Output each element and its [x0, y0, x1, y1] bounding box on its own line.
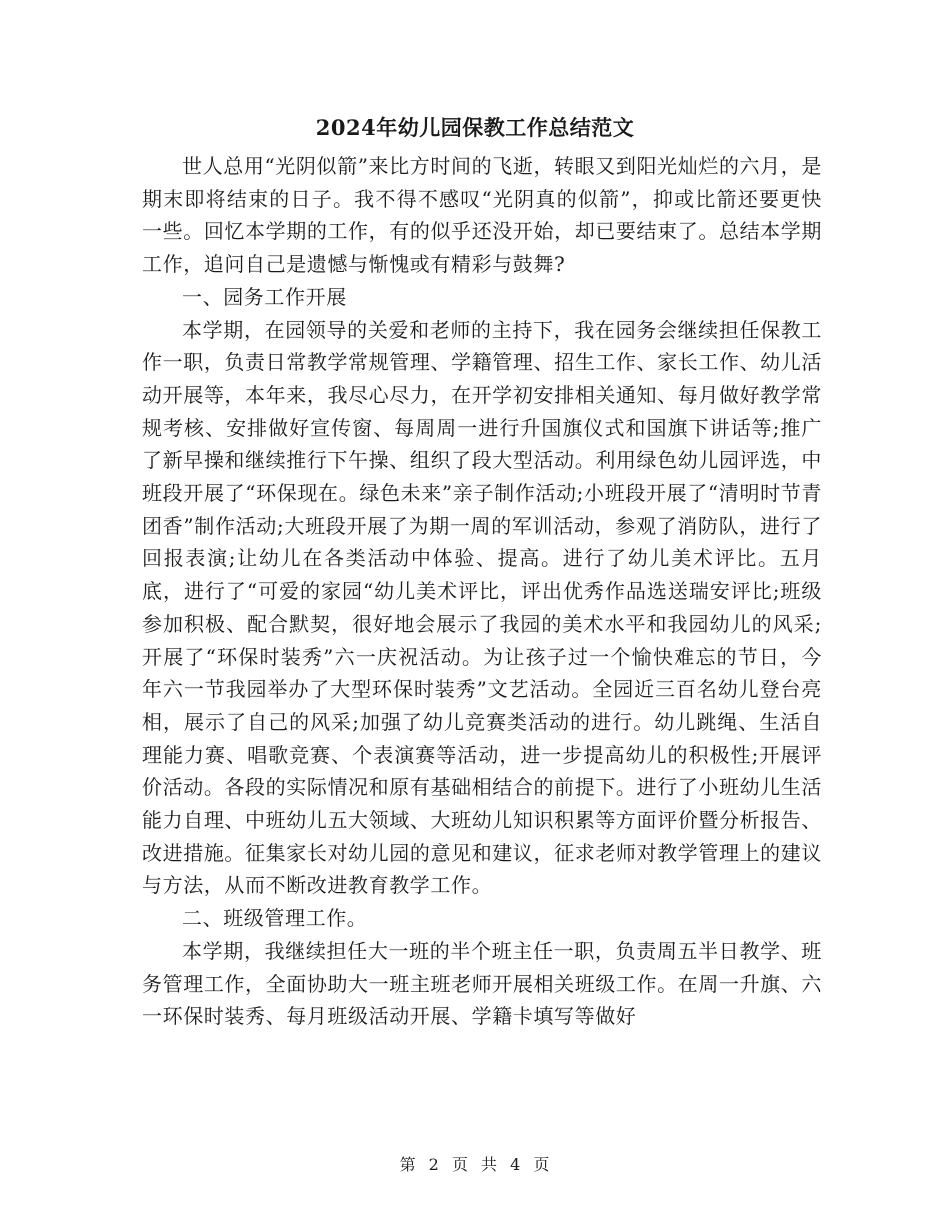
document-title: 2024年幼儿园保教工作总结范文 [315, 115, 635, 140]
paragraph-intro: 世人总用“光阴似箭”来比方时间的飞逝，转眼又到阳光灿烂的六月，是期末即将结束的日子。我不得不感叹“光阴真的似箭”，抑或比箭还要更快一些。回忆本学期的工作，有的似乎还没开始，却已要结束了。总结本学期工作，追问自己是遗憾与惭愧或有精彩与鼓舞? [142, 154, 822, 277]
document-body [142, 150, 822, 1033]
paragraph-class-management: 本学期，我继续担任大一班的半个班主任一职，负责周五半日教学、班务管理工作，全面协助大一班主班老师开展相关班级工作。在周一升旗、六一环保时装秀、每月班级活动开展、学籍卡填写等做好 [142, 938, 822, 1029]
page-number-footer: 第 2 页 共 4 页 [399, 1155, 551, 1174]
section-heading-class-management: 二、班级管理工作。 [182, 906, 368, 931]
section-heading-garden-affairs: 一、园务工作开展 [182, 284, 347, 309]
paragraph-garden-affairs: 本学期，在园领导的关爱和老师的主持下，我在园务会继续担任保教工作一职，负责日常教学常规管理、学籍管理、招生工作、家长工作、幼儿活动开展等，本年来，我尽心尽力，在开学初安排相关通知、每月做好教学常规考核、安排做好宣传窗、每周周一进行升国旗仪式和国旗下讲话等;推广了新早操和继续推行下午操、组织了段大型活动。利用绿色幼儿园评选，中班段开展了“环保现在。绿色未来”亲子制作活动;小班段开展了“清明时节青团香”制作活动;大班段开展了为期一周的军训活动，参观了消防队，进行了回报表演;让幼儿在各类活动中体验、提高。进行了幼儿美术评比。五月底，进行了“可爱的家园“幼儿美术评比，评出优秀作品选送瑞安评比;班级参加积极、配合默契，很好地会展示了我园的美术水平和我园幼儿的风采;开展了“环保时装秀”六一庆祝活动。为让孩子过一个愉快难忘的节日，今年六一节我园举办了大型环保时装秀”文艺活动。全园近三百名幼儿登台亮相，展示了自己的风采;加强了幼儿竞赛类活动的进行。幼儿跳绳、生活自理能力赛、唱歌竞赛、个表演赛等活动，进一步提高幼儿的积极性;开展评价活动。各段的实际情况和原有基础相结合的前提下。进行了小班幼儿生活能力自理、中班幼儿五大领域、大班幼儿知识积累等方面评价暨分析报告、改进措施。征集家长对幼儿园的意见和建议，征求老师对教学管理上的建议与方法，从而不断改进教育教学工作。 [142, 317, 822, 898]
